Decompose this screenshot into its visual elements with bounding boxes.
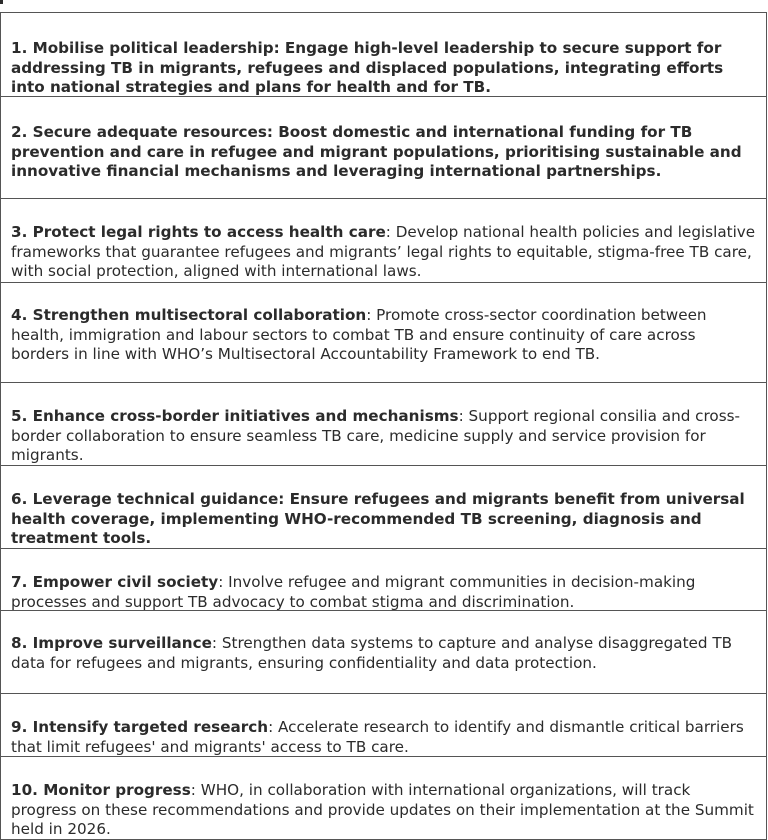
recommendation-title: 8. Improve surveillance bbox=[11, 634, 212, 652]
recommendation-body: WHO, in collaboration with international organizations, will track progress on these recommendations and provide updates on their implementation at the Summit held in 2026. bbox=[11, 781, 754, 839]
recommendation-body: Promote cross-sector coordination between health, immigration and labour sectors to combat TB and ensure continuity of care across borders in line with WHO’s Multisectoral Accountability Framework to end TB. bbox=[11, 306, 707, 364]
recommendations-table bbox=[0, 12, 767, 840]
table-row: 7. Empower civil society: Involve refugee and migrant communities in decision-making processes and support TB advocacy to combat stigma and discrimination. bbox=[1, 549, 766, 611]
recommendation-body: Involve refugee and migrant communities in decision-making processes and support TB advocacy to combat stigma and discrimination. bbox=[11, 573, 696, 611]
recommendation-title: 10. Monitor progress bbox=[11, 781, 191, 799]
recommendation-title: 5. Enhance cross-border initiatives and mechanisms bbox=[11, 407, 459, 425]
corner-mark bbox=[0, 0, 3, 4]
table-row: 3. Protect legal rights to access health care: Develop national health policies and legislative frameworks that guarantee refugees and migrants’ legal rights to equitable, stigma-free TB care, with social protection, aligned with international laws. bbox=[1, 199, 766, 283]
recommendation-body: Strengthen data systems to capture and analyse disaggregated TB data for refugees and migrants, ensuring confidentiality and data protection. bbox=[11, 634, 733, 672]
table-row bbox=[1, 13, 766, 97]
recommendation-title: 6. Leverage technical guidance: Ensure refugees and migrants benefit from universal health coverage, implementing WHO-recommended TB screening, diagnosis and treatment tools. bbox=[11, 490, 745, 548]
recommendation-title: 4. Strengthen multisectoral collaboration bbox=[11, 306, 367, 324]
table-row: 9. Intensify targeted research: Accelerate research to identify and dismantle critical barriers that limit refugees' and migrants' access to TB care. bbox=[1, 694, 766, 757]
recommendation-title: 2. Secure adequate resources: Boost domestic and international funding for TB prevention and care in refugee and migrant populations, prioritising sustainable and innovative financial mechanisms and leveraging international partnerships. bbox=[11, 123, 742, 181]
table-row: 4. Strengthen multisectoral collaboration: Promote cross-sector coordination between health, immigration and labour sectors to combat TB and ensure continuity of care across borders in line with WHO’s Multisectoral Accountability Framework to end TB. bbox=[1, 283, 766, 383]
table-row: 8. Improve surveillance: Strengthen data systems to capture and analyse disaggregated TB data for refugees and migrants, ensuring confidentiality and data protection. bbox=[1, 611, 766, 694]
recommendation-title: 7. Empower civil society bbox=[11, 573, 219, 591]
table-row: 10. Monitor progress: WHO, in collaboration with international organizations, will track progress on these recommendations and provide updates on their implementation at the Summit held in 2026. bbox=[1, 757, 766, 840]
recommendation-title: 3. Protect legal rights to access health care bbox=[11, 223, 386, 241]
recommendation-body: Develop national health policies and legislative frameworks that guarantee refugees and migrants’ legal rights to equitable, stigma-free TB care, with social protection, aligned with international laws. bbox=[11, 223, 756, 281]
recommendation-title: 1. Mobilise political leadership: Engage high-level leadership to secure support for addressing TB in migrants, refugees and displaced populations, integrating efforts into national strategies and plans for health and for TB. bbox=[11, 39, 724, 97]
recommendation-body: Accelerate research to identify and dismantle critical barriers that limit refugees' and migrants' access to TB care. bbox=[11, 718, 744, 756]
table-row bbox=[1, 97, 766, 199]
table-row: 5. Enhance cross-border initiatives and mechanisms: Support regional consilia and cross-border collaboration to ensure seamless TB care, medicine supply and service provision for migrants. bbox=[1, 383, 766, 466]
table-row bbox=[1, 466, 766, 549]
recommendation-body: Support regional consilia and cross-border collaboration to ensure seamless TB care, medicine supply and service provision for migrants. bbox=[11, 407, 741, 465]
recommendation-title: 9. Intensify targeted research bbox=[11, 718, 269, 736]
